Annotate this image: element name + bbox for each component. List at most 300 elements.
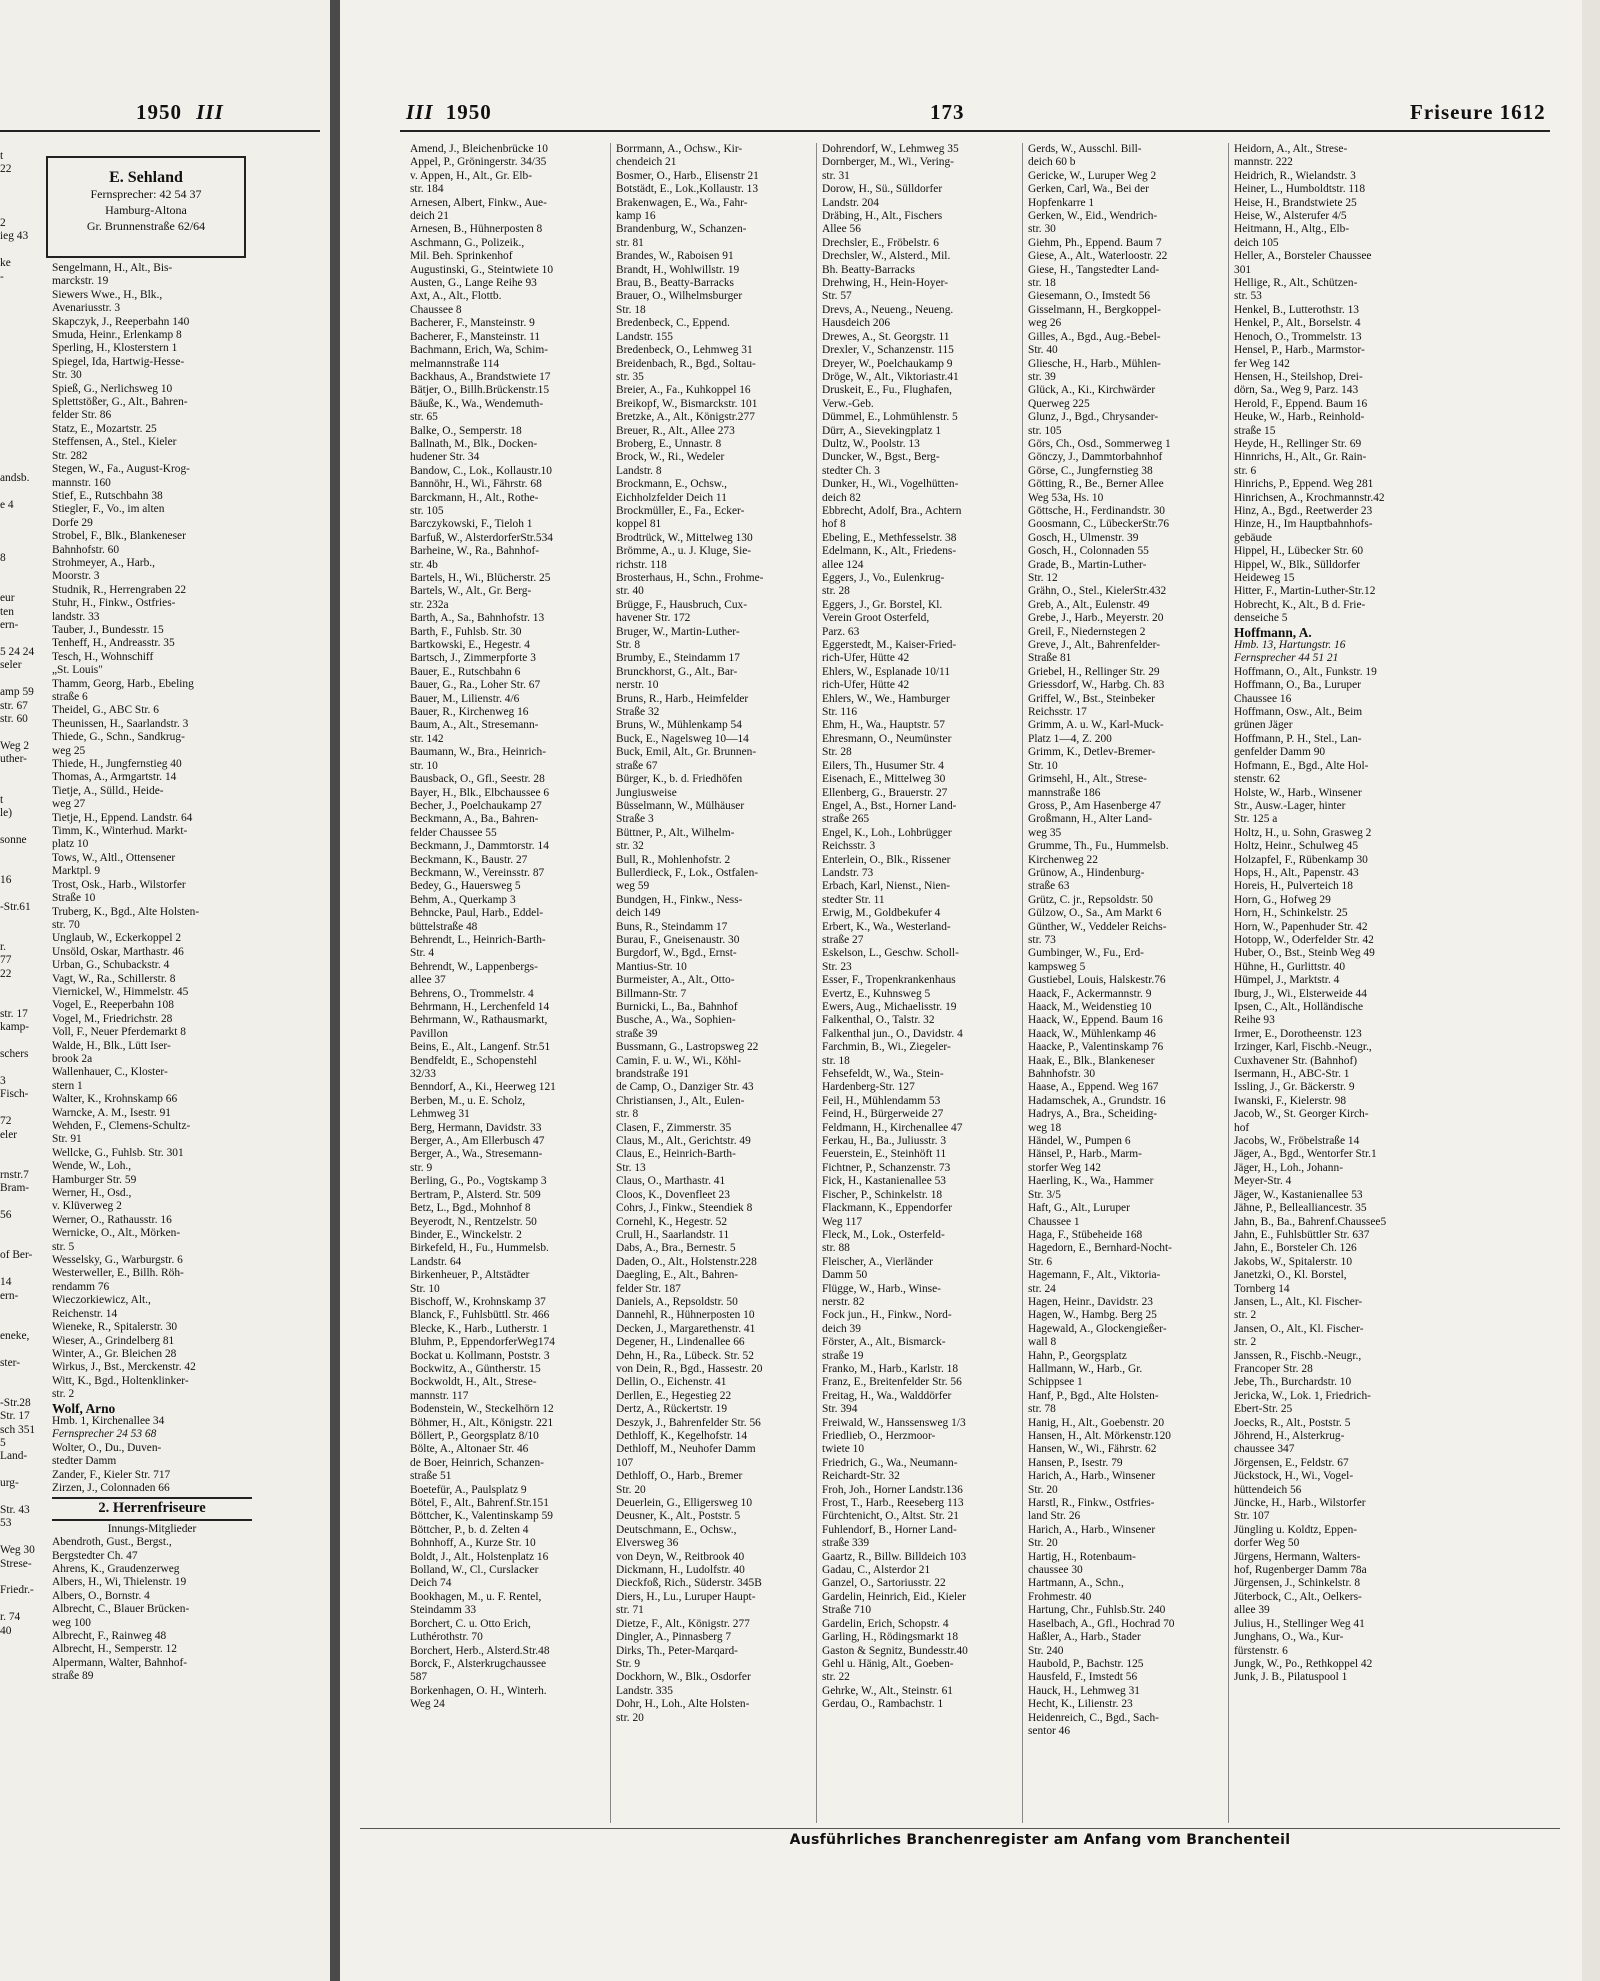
directory-entry-line: Zander, F., Kieler Str. 717 bbox=[52, 1468, 171, 1481]
directory-entry-line: Görse, C., Jungfernstieg 38 bbox=[1028, 464, 1153, 477]
directory-entry-line: Dümmel, E., Lohmühlenstr. 5 bbox=[822, 411, 958, 424]
directory-entry-line: Greb, A., Alt., Eulenstr. 49 bbox=[1028, 598, 1150, 611]
directory-entry-line: allee 39 bbox=[1234, 1604, 1270, 1617]
directory-entry-line: Gericke, W., Luruper Weg 2 bbox=[1028, 169, 1157, 182]
directory-entry-line: Hotopp, W., Oderfelder Str. 42 bbox=[1234, 933, 1374, 946]
directory-entry-line: Beyerodt, N., Rentzelstr. 50 bbox=[410, 1215, 537, 1228]
directory-entry-line: Landstr. 335 bbox=[616, 1684, 673, 1697]
directory-entry-line: stedter Ch. 3 bbox=[822, 464, 880, 477]
directory-entry-line: Str. 8 bbox=[616, 639, 641, 652]
directory-entry-line: Balke, O., Semperstr. 18 bbox=[410, 424, 522, 437]
directory-entry-line: Henoch, O., Trommelstr. 13 bbox=[1234, 330, 1362, 343]
directory-entry-line: land Str. 26 bbox=[1028, 1510, 1081, 1523]
directory-entry-line: v. Appen, H., Alt., Gr. Elb- bbox=[410, 169, 533, 182]
directory-entry-line: Julius, H., Stellinger Weg 41 bbox=[1234, 1617, 1365, 1630]
directory-entry-line: Backhaus, A., Brandstwiete 17 bbox=[410, 370, 551, 383]
directory-entry-line: Bull, R., Mohlenhofstr. 2 bbox=[616, 853, 731, 866]
directory-entry-line: Hecht, K., Lilienstr. 23 bbox=[1028, 1698, 1133, 1711]
directory-entry-line: straße 15 bbox=[1234, 424, 1276, 437]
margin-stub-text: 40 bbox=[0, 1624, 12, 1637]
directory-entry-line: hudener Str. 34 bbox=[410, 451, 480, 464]
directory-entry-line: Brügge, F., Hausbruch, Cux- bbox=[616, 598, 748, 611]
directory-entry-line: koppel 81 bbox=[616, 518, 662, 531]
directory-entry-line: Unsöld, Oskar, Marthastr. 46 bbox=[52, 945, 184, 958]
directory-entry-line: denseiche 5 bbox=[1234, 612, 1288, 625]
directory-entry-line: Hansen, P., Isestr. 79 bbox=[1028, 1456, 1123, 1469]
directory-entry-line: Buck, E., Nagelsweg 10—14 bbox=[616, 732, 749, 745]
margin-stub-text: r. 74 bbox=[0, 1611, 21, 1624]
directory-entry-line: Hoffmann, O., Ba., Luruper bbox=[1234, 679, 1361, 692]
margin-stub-text bbox=[0, 1196, 38, 1209]
directory-entry-line: Bartsch, J., Zimmerpforte 3 bbox=[410, 652, 536, 665]
margin-stub-text bbox=[0, 512, 38, 525]
directory-entry-line: Dohrendorf, W., Lehmweg 35 bbox=[822, 143, 959, 155]
directory-entry-line: Benndorf, A., Ki., Heerweg 121 bbox=[410, 1081, 556, 1094]
directory-entry-line: Feuerstein, E., Steinhöft 11 bbox=[822, 1148, 947, 1161]
directory-entry-line: Barth, A., Sa., Bahnhofstr. 13 bbox=[410, 612, 545, 625]
margin-stub-text bbox=[0, 1370, 38, 1383]
directory-entry-line: Hitter, F., Martin-Luther-Str.12 bbox=[1234, 585, 1376, 598]
directory-entry-line: Freiwald, W., Hanssensweg 1/3 bbox=[822, 1416, 966, 1429]
directory-entry-line: Griessdorf, W., Harbg. Ch. 83 bbox=[1028, 679, 1165, 692]
directory-entry-line: Brosterhaus, H., Schn., Frohme- bbox=[616, 572, 764, 584]
margin-stub-text bbox=[0, 847, 38, 860]
directory-entry-line: str. 81 bbox=[616, 236, 644, 249]
directory-entry-line: Stegen, W., Fa., August-Krog- bbox=[52, 463, 190, 476]
directory-entry-line: Skapczyk, J., Reeperbahn 140 bbox=[52, 315, 190, 328]
directory-entry-line: Huber, O., Bst., Steinb Weg 49 bbox=[1234, 947, 1375, 960]
directory-entry-line: Fernsprecher 44 51 21 bbox=[1234, 652, 1339, 665]
directory-entry-line: Luthérothstr. 70 bbox=[410, 1631, 483, 1644]
directory-entry-line: str. 53 bbox=[1234, 290, 1262, 303]
directory-entry-line: Dingler, A., Pinnasberg 7 bbox=[616, 1631, 732, 1644]
directory-entry-line: Hardenberg-Str. 127 bbox=[822, 1081, 915, 1094]
advert-address: Gr. Brunnenstraße 62/64 bbox=[86, 219, 206, 233]
directory-entry-line: straße 27 bbox=[822, 933, 864, 946]
directory-entry-line: Breidenbach, R., Bgd., Soltau- bbox=[616, 357, 756, 370]
directory-entry-line: Heise, W., Alsterufer 4/5 bbox=[1234, 210, 1347, 223]
directory-entry-line: Haft, G., Alt., Luruper bbox=[1028, 1202, 1130, 1215]
directory-entry-line: str. 78 bbox=[1028, 1403, 1056, 1416]
directory-entry-line: Bredenbeck, O., Lehmweg 31 bbox=[616, 344, 753, 357]
sehland-advert bbox=[46, 156, 246, 258]
directory-entry-line: Hausfeld, F., Imstedt 56 bbox=[1028, 1671, 1138, 1684]
directory-entry-line: Falkenthal, O., Talstr. 32 bbox=[822, 1014, 935, 1027]
directory-entry-line: Hinrichs, P., Eppend. Weg 281 bbox=[1234, 478, 1374, 491]
directory-entry-line: Hinz, A., Bgd., Reetwerder 23 bbox=[1234, 504, 1373, 517]
directory-entry-line: Günther, W., Veddeler Reichs- bbox=[1028, 920, 1167, 933]
directory-entry-line: Beckmann, W., Vereinsstr. 87 bbox=[410, 866, 545, 879]
directory-entry-line: Haselbach, A., Gfl., Hochrad 70 bbox=[1028, 1617, 1175, 1630]
directory-entry-line: Burmeister, A., Alt., Otto- bbox=[616, 974, 735, 987]
directory-entry-line: Albers, O., Bornstr. 4 bbox=[52, 1589, 150, 1602]
margin-stub-text: ke bbox=[0, 257, 11, 270]
directory-entry-line: richstr. 118 bbox=[616, 558, 667, 571]
directory-entry-line: straße 67 bbox=[616, 759, 658, 772]
directory-entry-line: Strobel, F., Blk., Blankeneser bbox=[52, 530, 186, 543]
directory-entry-line: Dickmann, H., Ludolfstr. 40 bbox=[616, 1564, 745, 1577]
directory-entry-line: Straße 10 bbox=[52, 892, 96, 905]
directory-entry-line: Schippsee 1 bbox=[1028, 1376, 1083, 1389]
directory-entry-line: Landstr. 8 bbox=[616, 464, 662, 477]
directory-entry-line: büttelstraße 48 bbox=[410, 920, 478, 933]
directory-column-4 bbox=[1028, 143, 1224, 1738]
directory-entry-line: Hagen, Heinr., Davidstr. 23 bbox=[1028, 1295, 1153, 1308]
directory-entry-line: Esser, F., Tropenkrankenhaus bbox=[822, 974, 956, 987]
directory-entry-line: Tornberg 14 bbox=[1234, 1282, 1290, 1295]
directory-entry-line: str. 35 bbox=[616, 370, 644, 383]
directory-entry-line: Bauer, E., Rutschbahn 6 bbox=[410, 665, 521, 678]
directory-entry-line: Gadau, C., Alsterdor 21 bbox=[822, 1564, 931, 1577]
directory-entry-line: Hensel, P., Harb., Marmstor- bbox=[1234, 344, 1365, 357]
directory-entry-line: Horn, G., Hofweg 29 bbox=[1234, 893, 1331, 906]
directory-entry-line: Haßler, A., Harb., Stader bbox=[1028, 1631, 1141, 1644]
directory-entry-line: Gülzow, O., Sa., Am Markt 6 bbox=[1028, 907, 1162, 920]
directory-entry-line: Haubold, P., Bachstr. 125 bbox=[1028, 1657, 1144, 1670]
directory-entry-line: Hippel, H., Lübecker Str. 60 bbox=[1234, 545, 1364, 558]
directory-entry-line: Grimm, A. u. W., Karl-Muck- bbox=[1028, 719, 1164, 732]
directory-entry-line: Vagt, W., Ra., Schillerstr. 8 bbox=[52, 972, 176, 985]
margin-stub-text bbox=[0, 284, 38, 297]
margin-stub-text: str. 60 bbox=[0, 713, 28, 726]
directory-entry-line: Gosch, H., Ulmenstr. 39 bbox=[1028, 531, 1139, 544]
margin-stub-text bbox=[0, 1491, 38, 1504]
directory-entry-line: Hagedorn, E., Bernhard-Nocht- bbox=[1028, 1242, 1172, 1255]
directory-entry-line: Str. 28 bbox=[822, 746, 852, 759]
directory-entry-line: Behrmann, W., Rathausmarkt, bbox=[410, 1014, 548, 1027]
margin-stub-text bbox=[0, 391, 38, 404]
directory-entry-line: Burgdorf, W., Bgd., Ernst- bbox=[616, 947, 737, 960]
directory-entry-line: Berger, A., Am Ellerbusch 47 bbox=[410, 1135, 545, 1148]
directory-entry-line: Billmann-Str. 7 bbox=[616, 987, 687, 1000]
directory-entry-line: Landstr. 155 bbox=[616, 330, 673, 343]
directory-entry-line: str. 73 bbox=[1028, 933, 1056, 946]
directory-entry-line: weg 18 bbox=[1028, 1121, 1062, 1134]
directory-entry-line: Jüncke, H., Harb., Wilstorfer bbox=[1234, 1497, 1366, 1510]
directory-entry-line: Heise, H., Brandstwiete 25 bbox=[1234, 196, 1357, 209]
directory-entry-line: Bundgen, H., Finkw., Ness- bbox=[616, 893, 743, 906]
margin-stub-text bbox=[0, 1383, 38, 1396]
directory-entry-line: Marktpl. 9 bbox=[52, 865, 101, 878]
directory-entry-line: nerstr. 10 bbox=[616, 679, 659, 692]
directory-entry-line: chaussee 347 bbox=[1234, 1443, 1295, 1456]
margin-stub-text bbox=[0, 981, 38, 994]
directory-entry-line: Flügge, W., Harb., Winse- bbox=[822, 1282, 941, 1295]
directory-entry-line: deich 149 bbox=[616, 907, 661, 920]
directory-entry-line: weg 59 bbox=[616, 880, 650, 893]
directory-entry-line: Borchert, C. u. Otto Erich, bbox=[410, 1617, 531, 1630]
directory-entry-line: Grade, B., Martin-Luther- bbox=[1028, 558, 1147, 571]
directory-entry-line: Flackmann, K., Eppendorfer bbox=[822, 1202, 953, 1215]
directory-entry-line: Stuhr, H., Finkw., Ostfries- bbox=[52, 597, 176, 610]
directory-entry-line: Haack, W., Mühlenkamp 46 bbox=[1028, 1027, 1156, 1040]
directory-entry-line: sentor 46 bbox=[1028, 1724, 1071, 1737]
directory-entry-line: deich 82 bbox=[822, 491, 861, 504]
directory-entry-line: Jückstock, H., Wi., Vogel- bbox=[1234, 1470, 1354, 1483]
margin-stub-text bbox=[0, 418, 38, 431]
directory-entry-line: Brauer, O., Wilhelmsburger bbox=[616, 290, 743, 303]
directory-entry-line: Ehlers, W., Esplanade 10/11 bbox=[822, 665, 951, 678]
margin-stub-text: kamp- bbox=[0, 1021, 30, 1034]
directory-entry-line: Iwanski, F., Kielerstr. 98 bbox=[1234, 1094, 1347, 1107]
margin-stub-text bbox=[0, 458, 38, 471]
directory-entry-line: Ebert-Str. 25 bbox=[1234, 1403, 1293, 1416]
directory-entry-line: Witt, K., Bgd., Holtenklinker- bbox=[52, 1374, 189, 1387]
directory-entry-line: Ewers, Aug., Michaelisstr. 19 bbox=[822, 1001, 957, 1013]
margin-stub-text bbox=[0, 1236, 38, 1249]
directory-entry-line: straße 39 bbox=[616, 1027, 658, 1040]
directory-entry-line: Hopfenkarre 1 bbox=[1028, 196, 1095, 209]
directory-entry-line: Iburg, J., Wi., Elsterweide 44 bbox=[1234, 987, 1367, 1000]
directory-entry-line: Dorow, H., Sü., Sülldorfer bbox=[822, 183, 943, 196]
directory-entry-line: Str. 10 bbox=[410, 1282, 440, 1295]
directory-entry-line: str. 8 bbox=[616, 1108, 639, 1121]
directory-entry-line: Bartkowski, E., Hegestr. 4 bbox=[410, 639, 530, 652]
right-page bbox=[340, 0, 1600, 1981]
margin-stub-text: -Str.28 bbox=[0, 1396, 31, 1409]
directory-entry-line: Clasen, F., Zimmerstr. 35 bbox=[616, 1121, 732, 1134]
directory-entry-line: Breuer, R., Alt., Allee 273 bbox=[616, 424, 735, 437]
directory-entry-line: Haak, E., Blk., Blankeneser bbox=[1028, 1054, 1155, 1067]
directory-entry-line: Bürger, K., b. d. Friedhöfen bbox=[616, 773, 743, 786]
margin-stub-text bbox=[0, 297, 38, 310]
directory-entry-line: Str. 91 bbox=[52, 1133, 82, 1146]
column-divider bbox=[1228, 143, 1229, 1823]
directory-entry-line: Borck, F., Alsterkrugchaussee bbox=[410, 1657, 547, 1670]
directory-entry-line: str. 105 bbox=[1028, 424, 1062, 437]
left-entries-column bbox=[52, 262, 252, 1684]
margin-stub-text bbox=[0, 673, 38, 686]
directory-entry-line: Daniels, A., Repsoldstr. 50 bbox=[616, 1295, 738, 1308]
directory-entry-line: Reichsstr. 3 bbox=[822, 840, 876, 853]
directory-entry-line: Feil, H., Mühlendamm 53 bbox=[822, 1094, 941, 1107]
directory-entry-line: Eskelson, L., Geschw. Scholl- bbox=[822, 947, 959, 960]
directory-entry-line: Vogel, E., Reeperbahn 108 bbox=[52, 999, 174, 1012]
directory-entry-line: Dräbing, H., Alt., Fischers bbox=[822, 210, 943, 223]
margin-stub-text bbox=[0, 1102, 38, 1115]
margin-stub-text: str. 17 bbox=[0, 1008, 28, 1020]
directory-entry-line: Horn, W., Papenhuder Str. 42 bbox=[1234, 920, 1368, 933]
directory-entry-line: Reichenstr. 14 bbox=[52, 1307, 118, 1320]
directory-entry-line: Ebeling, E., Methfesselstr. 38 bbox=[822, 531, 957, 544]
column-divider bbox=[610, 143, 611, 1823]
directory-entry-line: Wellcke, G., Fuhlsb. Str. 301 bbox=[52, 1146, 184, 1159]
directory-entry-line: Hagewald, A., Glockengießer- bbox=[1028, 1322, 1167, 1335]
directory-entry-line: mannstr. 160 bbox=[52, 476, 111, 489]
directory-entry-line: Hoffmann, P. H., Stel., Lan- bbox=[1234, 732, 1362, 745]
directory-entry-line: Großmann, H., Alter Land- bbox=[1028, 813, 1153, 826]
directory-entry-line: Str. 394 bbox=[822, 1403, 858, 1416]
directory-entry-line: Giese, H., Tangstedter Land- bbox=[1028, 263, 1160, 276]
directory-entry-line: Tauber, J., Bundesstr. 15 bbox=[52, 623, 164, 636]
directory-entry-line: str. 6 bbox=[1234, 464, 1257, 477]
directory-entry-line: Bergstedter Ch. 47 bbox=[52, 1549, 138, 1562]
directory-entry-line: Bedey, G., Hauersweg 5 bbox=[410, 880, 521, 893]
wolf-address: Hmb. 1, Kirchenallee 34 bbox=[52, 1414, 165, 1427]
directory-entry-line: Bätjer, O., Billh.Brückenstr.15 bbox=[410, 384, 550, 397]
margin-stub-text bbox=[0, 887, 38, 900]
directory-entry-line: straße 265 bbox=[822, 813, 870, 826]
directory-entry-line: Harich, A., Harb., Winsener bbox=[1028, 1470, 1156, 1483]
directory-entry-line: deich 21 bbox=[410, 210, 449, 223]
margin-stub-text bbox=[0, 1142, 38, 1155]
margin-stub-text bbox=[0, 1531, 38, 1544]
directory-entry-line: Fleischer, A., Vierländer bbox=[822, 1255, 933, 1268]
margin-stub-text bbox=[0, 861, 38, 874]
directory-entry-line: Christiansen, J., Alt., Eulen- bbox=[616, 1094, 745, 1107]
directory-entry-line: Friedrich, G., Wa., Neumann- bbox=[822, 1456, 958, 1469]
directory-entry-line: Heidenreich, C., Bgd., Sach- bbox=[1028, 1711, 1159, 1724]
directory-entry-line: Hadrys, A., Bra., Scheiding- bbox=[1028, 1108, 1158, 1121]
directory-entry-line: Behrmann, H., Lerchenfeld 14 bbox=[410, 1001, 550, 1013]
margin-stub-text: 53 bbox=[0, 1517, 12, 1530]
directory-entry-line: stedter Damm bbox=[52, 1455, 117, 1468]
margin-stub-text bbox=[0, 566, 38, 579]
directory-entry-line: Jürgensen, J., Schinkelstr. 8 bbox=[1234, 1577, 1361, 1590]
left-page bbox=[0, 0, 330, 1981]
directory-entry-line: Händel, W., Pumpen 6 bbox=[1028, 1135, 1131, 1148]
left-margin-stub bbox=[0, 150, 38, 1638]
directory-entry-line: Ballnath, M., Blk., Docken- bbox=[410, 437, 538, 450]
directory-entry-line: Dultz, W., Poolstr. 13 bbox=[822, 437, 920, 450]
directory-entry-line: Albrecht, F., Rainweg 48 bbox=[52, 1630, 167, 1643]
directory-entry-line: Engel, K., Loh., Lohbrügger bbox=[822, 826, 952, 839]
directory-entry-line: str. 142 bbox=[410, 732, 444, 745]
directory-entry-line: Evertz, E., Kuhnsweg 5 bbox=[822, 987, 931, 1000]
directory-entry-line: Bannöhr, H., Wi., Fährstr. 68 bbox=[410, 478, 542, 491]
directory-entry-line: Haack, W., Eppend. Baum 16 bbox=[1028, 1014, 1163, 1027]
left-header-year: 1950 bbox=[136, 100, 182, 124]
directory-entry-line: Tesch, H., Wohnschiff bbox=[52, 650, 154, 663]
directory-entry-line: str. 32 bbox=[616, 840, 644, 853]
directory-entry-line: Hartung, Chr., Fuhlsb.Str. 240 bbox=[1028, 1604, 1166, 1617]
directory-entry-line: Wieczorkiewicz, Alt., bbox=[52, 1294, 151, 1307]
directory-entry-line: Böhmer, H., Alt., Königstr. 221 bbox=[410, 1416, 554, 1429]
directory-entry-line: Mil. Beh. Sprinkenhof bbox=[410, 250, 513, 263]
hoffmann-heading: Hoffmann, A. bbox=[1234, 624, 1312, 640]
column-divider bbox=[1022, 143, 1023, 1823]
directory-entry-line: Borrmann, A., Ochsw., Kir- bbox=[616, 143, 743, 155]
margin-stub-text: - bbox=[0, 270, 4, 283]
margin-stub-text bbox=[0, 190, 38, 203]
directory-entry-line: Bluhm, P., EppendorferWeg174 bbox=[410, 1336, 555, 1349]
right-header-part: III bbox=[406, 100, 434, 124]
column-divider bbox=[816, 143, 817, 1823]
directory-entry-line: Hartig, H., Rotenbaum- bbox=[1028, 1550, 1136, 1563]
directory-entry-line: str. 31 bbox=[822, 169, 850, 182]
margin-stub-text: ern- bbox=[0, 619, 19, 632]
directory-entry-line: Francoper Str. 28 bbox=[1234, 1362, 1313, 1375]
directory-entry-line: Barheine, W., Ra., Bahnhof- bbox=[410, 545, 540, 558]
margin-stub-text bbox=[0, 378, 38, 391]
directory-entry-line: Albrecht, C., Blauer Brücken- bbox=[52, 1603, 190, 1616]
directory-entry-line: Austen, G., Lange Reihe 93 bbox=[410, 277, 537, 290]
directory-entry-line: Straße 710 bbox=[822, 1604, 872, 1617]
directory-entry-line: Glunz, J., Bgd., Chrysander- bbox=[1028, 411, 1159, 424]
margin-stub-text: Strese- bbox=[0, 1557, 32, 1570]
directory-entry-line: Brömme, A., u. J. Kluge, Sie- bbox=[616, 545, 752, 558]
directory-entry-line: Weg 24 bbox=[410, 1698, 445, 1711]
margin-stub-text bbox=[0, 432, 38, 445]
directory-entry-line: nerstr. 82 bbox=[822, 1295, 865, 1308]
directory-entry-line: Bohnhoff, A., Kurze Str. 10 bbox=[410, 1537, 536, 1550]
directory-entry-line: Stief, E., Rutschbahn 38 bbox=[52, 489, 163, 502]
directory-entry-line: Becher, J., Poelchaukamp 27 bbox=[410, 799, 542, 812]
directory-entry-line: Wieneke, R., Spitalerstr. 30 bbox=[52, 1321, 178, 1334]
margin-stub-text: eler bbox=[0, 1128, 18, 1141]
directory-entry-line: str. 28 bbox=[822, 585, 850, 598]
directory-entry-line: Berben, M., u. E. Scholz, bbox=[410, 1094, 526, 1107]
directory-entry-line: Walter, K., Krohnskamp 66 bbox=[52, 1093, 178, 1106]
directory-entry-line: Bruns, W., Mühlenkamp 54 bbox=[616, 719, 742, 732]
directory-entry-line: Betz, L., Bgd., Mohnhof 8 bbox=[410, 1202, 531, 1215]
directory-entry-line: Thiede, H., Jungfernstieg 40 bbox=[52, 758, 182, 771]
directory-entry-line: straße 63 bbox=[1028, 880, 1070, 893]
right-header-rule bbox=[400, 130, 1550, 132]
directory-entry-line: Daegling, E., Alt., Bahren- bbox=[616, 1269, 739, 1282]
directory-entry-line: Voll, F., Neuer Pferdemarkt 8 bbox=[52, 1026, 186, 1039]
directory-entry-line: Büttner, P., Alt., Wilhelm- bbox=[616, 826, 735, 839]
directory-entry-line: Dellin, O., Eichenstr. 41 bbox=[616, 1376, 727, 1389]
directory-entry-line: Böllert, P., Georgsplatz 8/10 bbox=[410, 1430, 539, 1442]
directory-entry-line: Brandes, W., Raboisen 91 bbox=[616, 250, 734, 263]
directory-entry-line: landstr. 33 bbox=[52, 610, 100, 623]
directory-entry-line: Haacke, P., Valentinskamp 76 bbox=[1028, 1041, 1164, 1054]
directory-entry-line: Franz, E., Breitenfelder Str. 56 bbox=[822, 1376, 962, 1389]
directory-entry-line: Str. 20 bbox=[616, 1483, 646, 1496]
directory-entry-line: Buck, Emil, Alt., Gr. Brunnen- bbox=[616, 746, 757, 759]
margin-stub-text bbox=[0, 780, 38, 793]
directory-entry-line: Erbert, K., Wa., Westerland- bbox=[822, 920, 951, 933]
directory-entry-line: hüttendeich 56 bbox=[1234, 1483, 1302, 1496]
margin-stub-text bbox=[0, 1223, 38, 1236]
directory-entry-line: Verw.-Geb. bbox=[822, 397, 874, 410]
directory-entry-line: Harstl, R., Finkw., Ostfries- bbox=[1028, 1497, 1155, 1510]
directory-entry-line: Jäger, W., Kastanienallee 53 bbox=[1234, 1188, 1363, 1201]
directory-entry-line: Dreyer, W., Poelchaukamp 9 bbox=[822, 357, 953, 370]
directory-entry-line: Hahn, P., Georgsplatz bbox=[1028, 1349, 1127, 1362]
directory-entry-line: str. 2 bbox=[1234, 1309, 1257, 1322]
directory-entry-line: str. 2 bbox=[52, 1388, 75, 1401]
directory-entry-line: allee 37 bbox=[410, 974, 446, 987]
directory-entry-line: kamp 16 bbox=[616, 210, 656, 223]
margin-stub-text: Str. 43 bbox=[0, 1504, 30, 1517]
directory-entry-line: kampsweg 5 bbox=[1028, 960, 1086, 973]
directory-entry-line: Hops, H., Alt., Papenstr. 43 bbox=[1234, 866, 1359, 879]
directory-entry-line: gebäude bbox=[1234, 531, 1272, 544]
directory-entry-line: Warncke, A. M., Isestr. 91 bbox=[52, 1106, 171, 1119]
directory-entry-line: str. 18 bbox=[1028, 277, 1056, 290]
directory-entry-line: fürstenstr. 6 bbox=[1234, 1644, 1288, 1657]
directory-entry-line: chaussee 30 bbox=[1028, 1564, 1083, 1577]
directory-entry-line: Axt, A., Alt., Flottb. bbox=[410, 290, 502, 303]
directory-entry-line: Arnesen, Albert, Finkw., Aue- bbox=[410, 196, 547, 209]
directory-entry-line: stedter Str. 11 bbox=[822, 893, 885, 906]
directory-entry-line: Pavillon bbox=[410, 1027, 448, 1040]
directory-entry-line: Decken, J., Margarethenstr. 41 bbox=[616, 1322, 756, 1335]
directory-entry-line: Dannehl, R., Hühnerposten 10 bbox=[616, 1309, 755, 1322]
directory-entry-line: Jansen, L., Alt., Kl. Fischer- bbox=[1234, 1295, 1363, 1308]
directory-entry-line: Gehl u. Hänig, Alt., Goeben- bbox=[822, 1657, 954, 1670]
directory-entry-line: Bartels, W., Alt., Gr. Berg- bbox=[410, 585, 532, 598]
directory-entry-line: Hobrecht, K., Alt., B d. Frie- bbox=[1234, 598, 1366, 611]
directory-entry-line: brandstraße 191 bbox=[616, 1068, 690, 1081]
directory-entry-line: Ehm, H., Wa., Hauptstr. 57 bbox=[822, 719, 945, 732]
directory-entry-line: von Deyn, W., Reitbrook 40 bbox=[616, 1550, 745, 1563]
advert-phone: Fernsprecher: 42 54 37 bbox=[90, 187, 202, 201]
directory-entry-line: str. 105 bbox=[410, 504, 444, 517]
directory-entry-line: Haack, F., Ackermannstr. 9 bbox=[1028, 987, 1152, 1000]
